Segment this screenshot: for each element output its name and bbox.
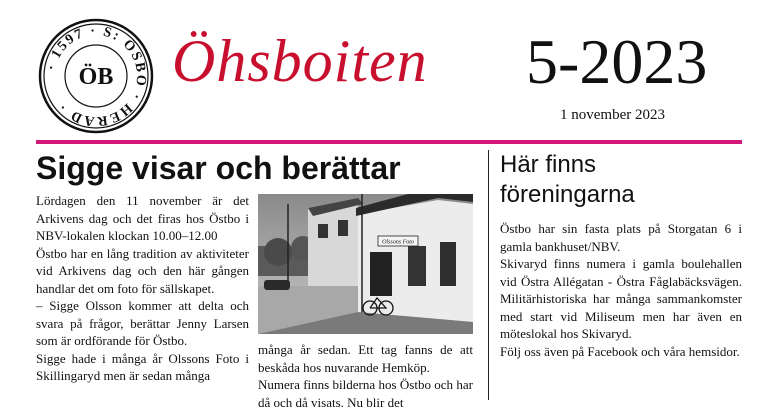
issue-number: 5-2023 — [526, 26, 708, 97]
issue-date: 1 november 2023 — [560, 107, 665, 123]
article-paragraph: Numera finns bilderna hos Östbo och har då och då visats. Nu blir det — [258, 377, 473, 410]
column-divider — [488, 150, 489, 400]
sidebar-paragraph: Skivaryd finns numera i gamla boulehallen vid Östra Allégatan - Östra Fåglabäcksvägen. Militärhistoriska har många sammankomster med start vid Miliseum men har även en möteslokal hos Skivaryd. — [500, 256, 742, 341]
sidebar-paragraph: Östbo har sin fasta plats på Storgatan 6 i gamla bankhuset/NBV. — [500, 221, 742, 254]
sidebar-headline-line: Här finns — [500, 151, 597, 178]
sidebar-headline — [500, 150, 635, 210]
article-paragraph: – Sigge Olsson kommer att delta och svara på frågor, berättar Jenny Larsen som är ordförande för Östbo. — [36, 298, 249, 348]
sidebar-column — [500, 220, 742, 360]
article-paragraph: många år sedan. Ett tag fanns de att beskåda hos nuvarande Hemköp. — [258, 342, 473, 375]
article-paragraph: Lördagen den 11 november är det Arkivens dag och det firas hos Östbo i NBV-lokalen klockan 10.00–12.00 — [36, 193, 249, 243]
svg-text:ÖB: ÖB — [78, 64, 114, 90]
masthead-divider — [36, 140, 742, 144]
society-seal-logo — [38, 18, 154, 134]
sidebar-paragraph: Följ oss även på Facebook och våra hemsidor. — [500, 343, 740, 359]
masthead-title: Öhsboiten — [172, 28, 428, 94]
sidebar-headline-line: föreningarna — [500, 181, 635, 208]
article-photo — [258, 194, 473, 334]
article-paragraph: Sigge hade i många år Olssons Foto i Skillingaryd men är sedan många — [36, 350, 249, 383]
article-column-1 — [36, 192, 249, 385]
article-column-2 — [258, 341, 473, 411]
article-paragraph: Östbo har en lång tradition av aktiviteter vid Arkivens dag och den här gången handlar det om foto för sällskapet. — [36, 245, 249, 296]
article-headline: Sigge visar och berättar — [36, 150, 401, 186]
svg-text:· 1597 · S: ÖSBO · HERAD ·: · 1597 · S: ÖSBO · HERAD · — [44, 23, 149, 129]
photo-shop-sign: Olssons Foto — [382, 239, 414, 246]
